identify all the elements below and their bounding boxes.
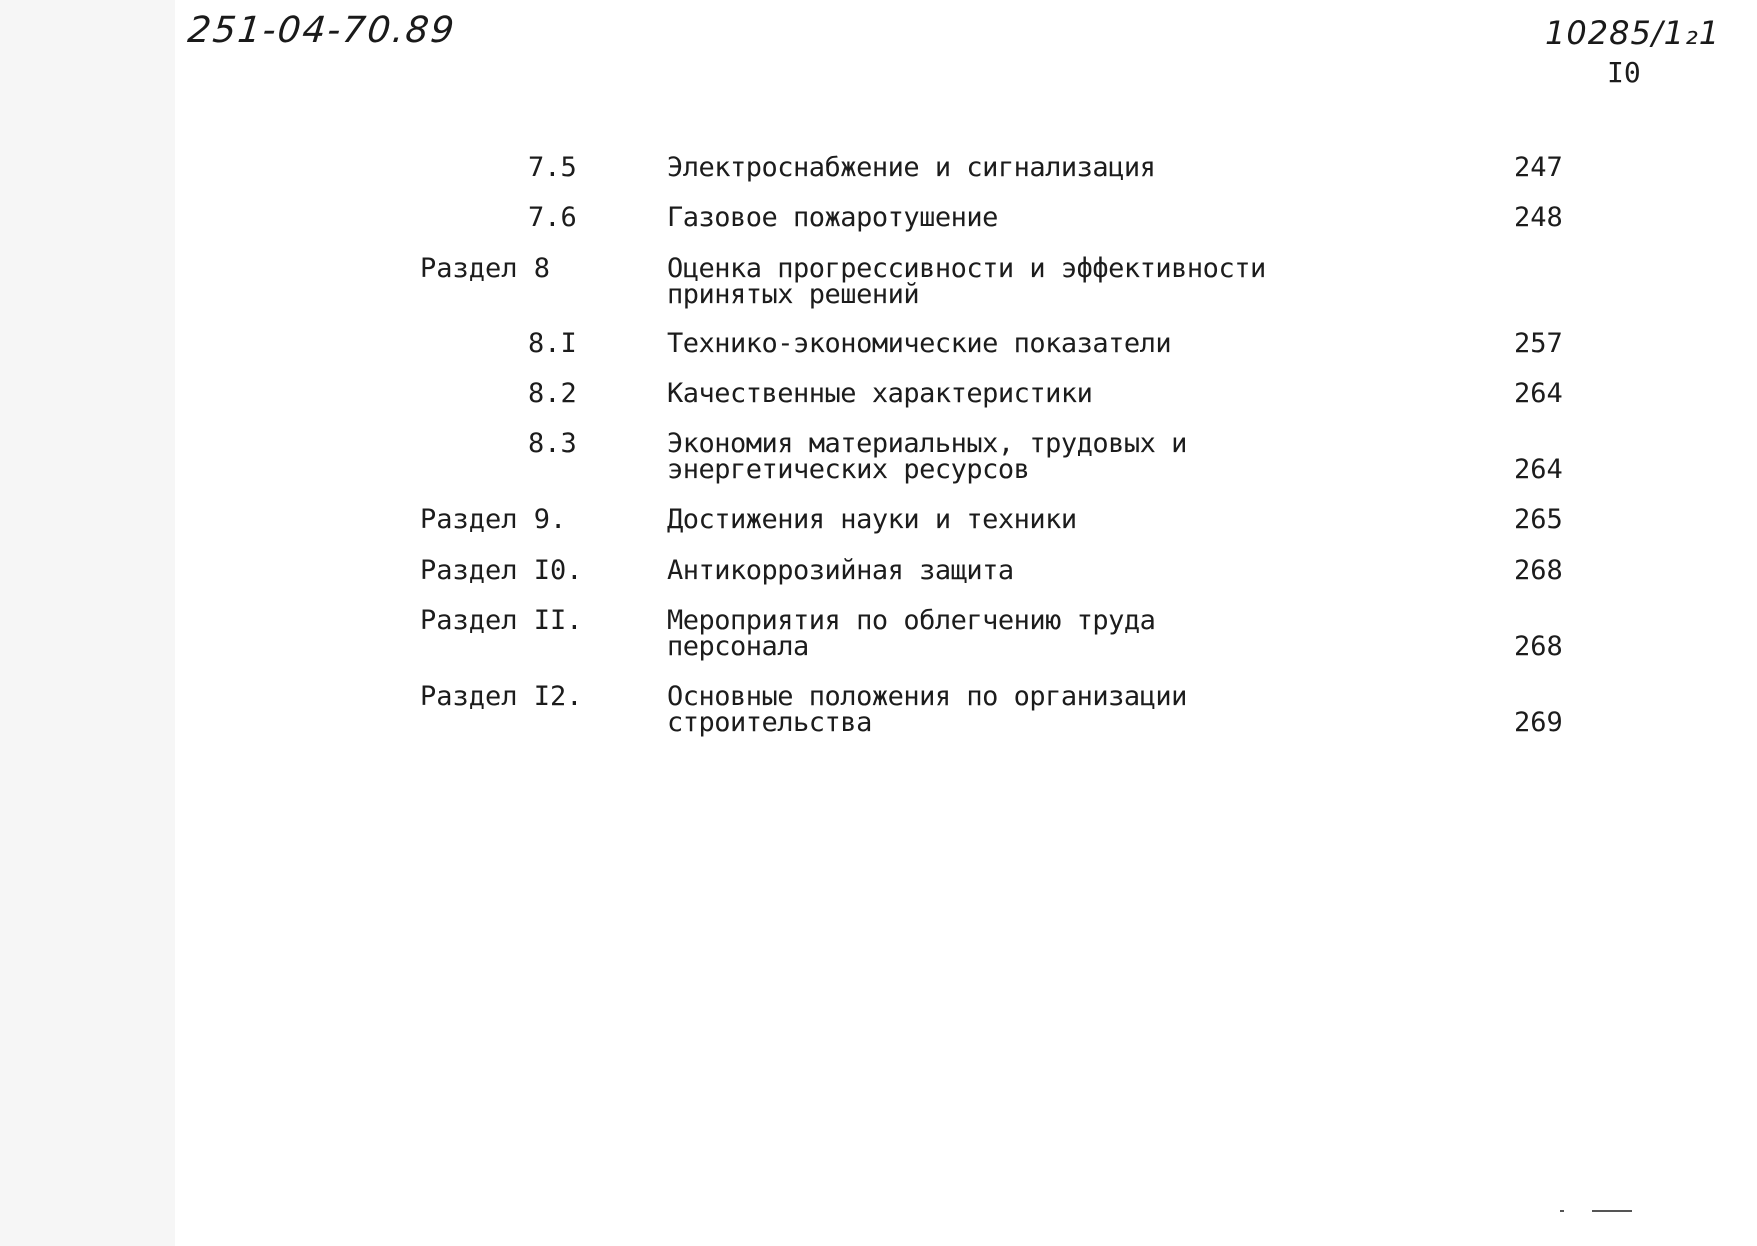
toc-entry-number: 8.2 xyxy=(528,378,577,409)
toc-entry-page: 264 xyxy=(1514,454,1563,485)
toc-entry-title: Электроснабжение и сигнализация xyxy=(667,152,1156,183)
toc-entry-page: 269 xyxy=(1514,707,1563,738)
toc-entry-title: Мероприятия по облегчению труда персонала xyxy=(667,605,1156,662)
toc-entry-title: Качественные характеристики xyxy=(667,378,1093,409)
toc-entry-title: Газовое пожаротушение xyxy=(667,202,998,233)
scan-artifact xyxy=(1560,1210,1564,1212)
toc-entry-number: Раздел I0. xyxy=(420,555,583,586)
toc-entry-title: Технико-экономические показатели xyxy=(667,328,1172,359)
toc-entry-number: Раздел II. xyxy=(420,605,583,636)
toc-entry-page: 268 xyxy=(1514,631,1563,662)
page-number: I0 xyxy=(1607,56,1641,89)
toc-entry-page: 247 xyxy=(1514,152,1563,183)
toc-entry-title: Антикоррозийная защита xyxy=(667,555,1014,586)
toc-entry-title: Достижения науки и техники xyxy=(667,504,1077,535)
toc-entry-number: 8.3 xyxy=(528,428,577,459)
toc-entry-page: 264 xyxy=(1514,378,1563,409)
toc-entry-title: Основные положения по организации строительства xyxy=(667,681,1187,738)
toc-entry-page: 257 xyxy=(1514,328,1563,359)
toc-entry-page: 268 xyxy=(1514,555,1563,586)
toc-entry-number: Раздел 9. xyxy=(420,504,567,535)
toc-entry-page: 265 xyxy=(1514,504,1563,535)
toc-entry-number: Раздел I2. xyxy=(420,681,583,712)
toc-entry-title: Экономия материальных, трудовых и энергетических ресурсов xyxy=(667,428,1187,485)
toc-entry-number: 7.5 xyxy=(528,152,577,183)
scan-artifact xyxy=(1592,1210,1632,1212)
toc-entry-page: 248 xyxy=(1514,202,1563,233)
toc-entry-number: Раздел 8 xyxy=(420,253,551,284)
toc-entry-number: 7.6 xyxy=(528,202,577,233)
toc-entry-title: Оценка прогрессивности и эффективности принятых решений xyxy=(667,253,1266,310)
archive-number: 10285/1₂1 xyxy=(1545,14,1721,52)
toc-entry-number: 8.I xyxy=(528,328,577,359)
document-code: 251-04-70.89 xyxy=(185,10,458,51)
scan-margin-shade xyxy=(0,0,175,1246)
